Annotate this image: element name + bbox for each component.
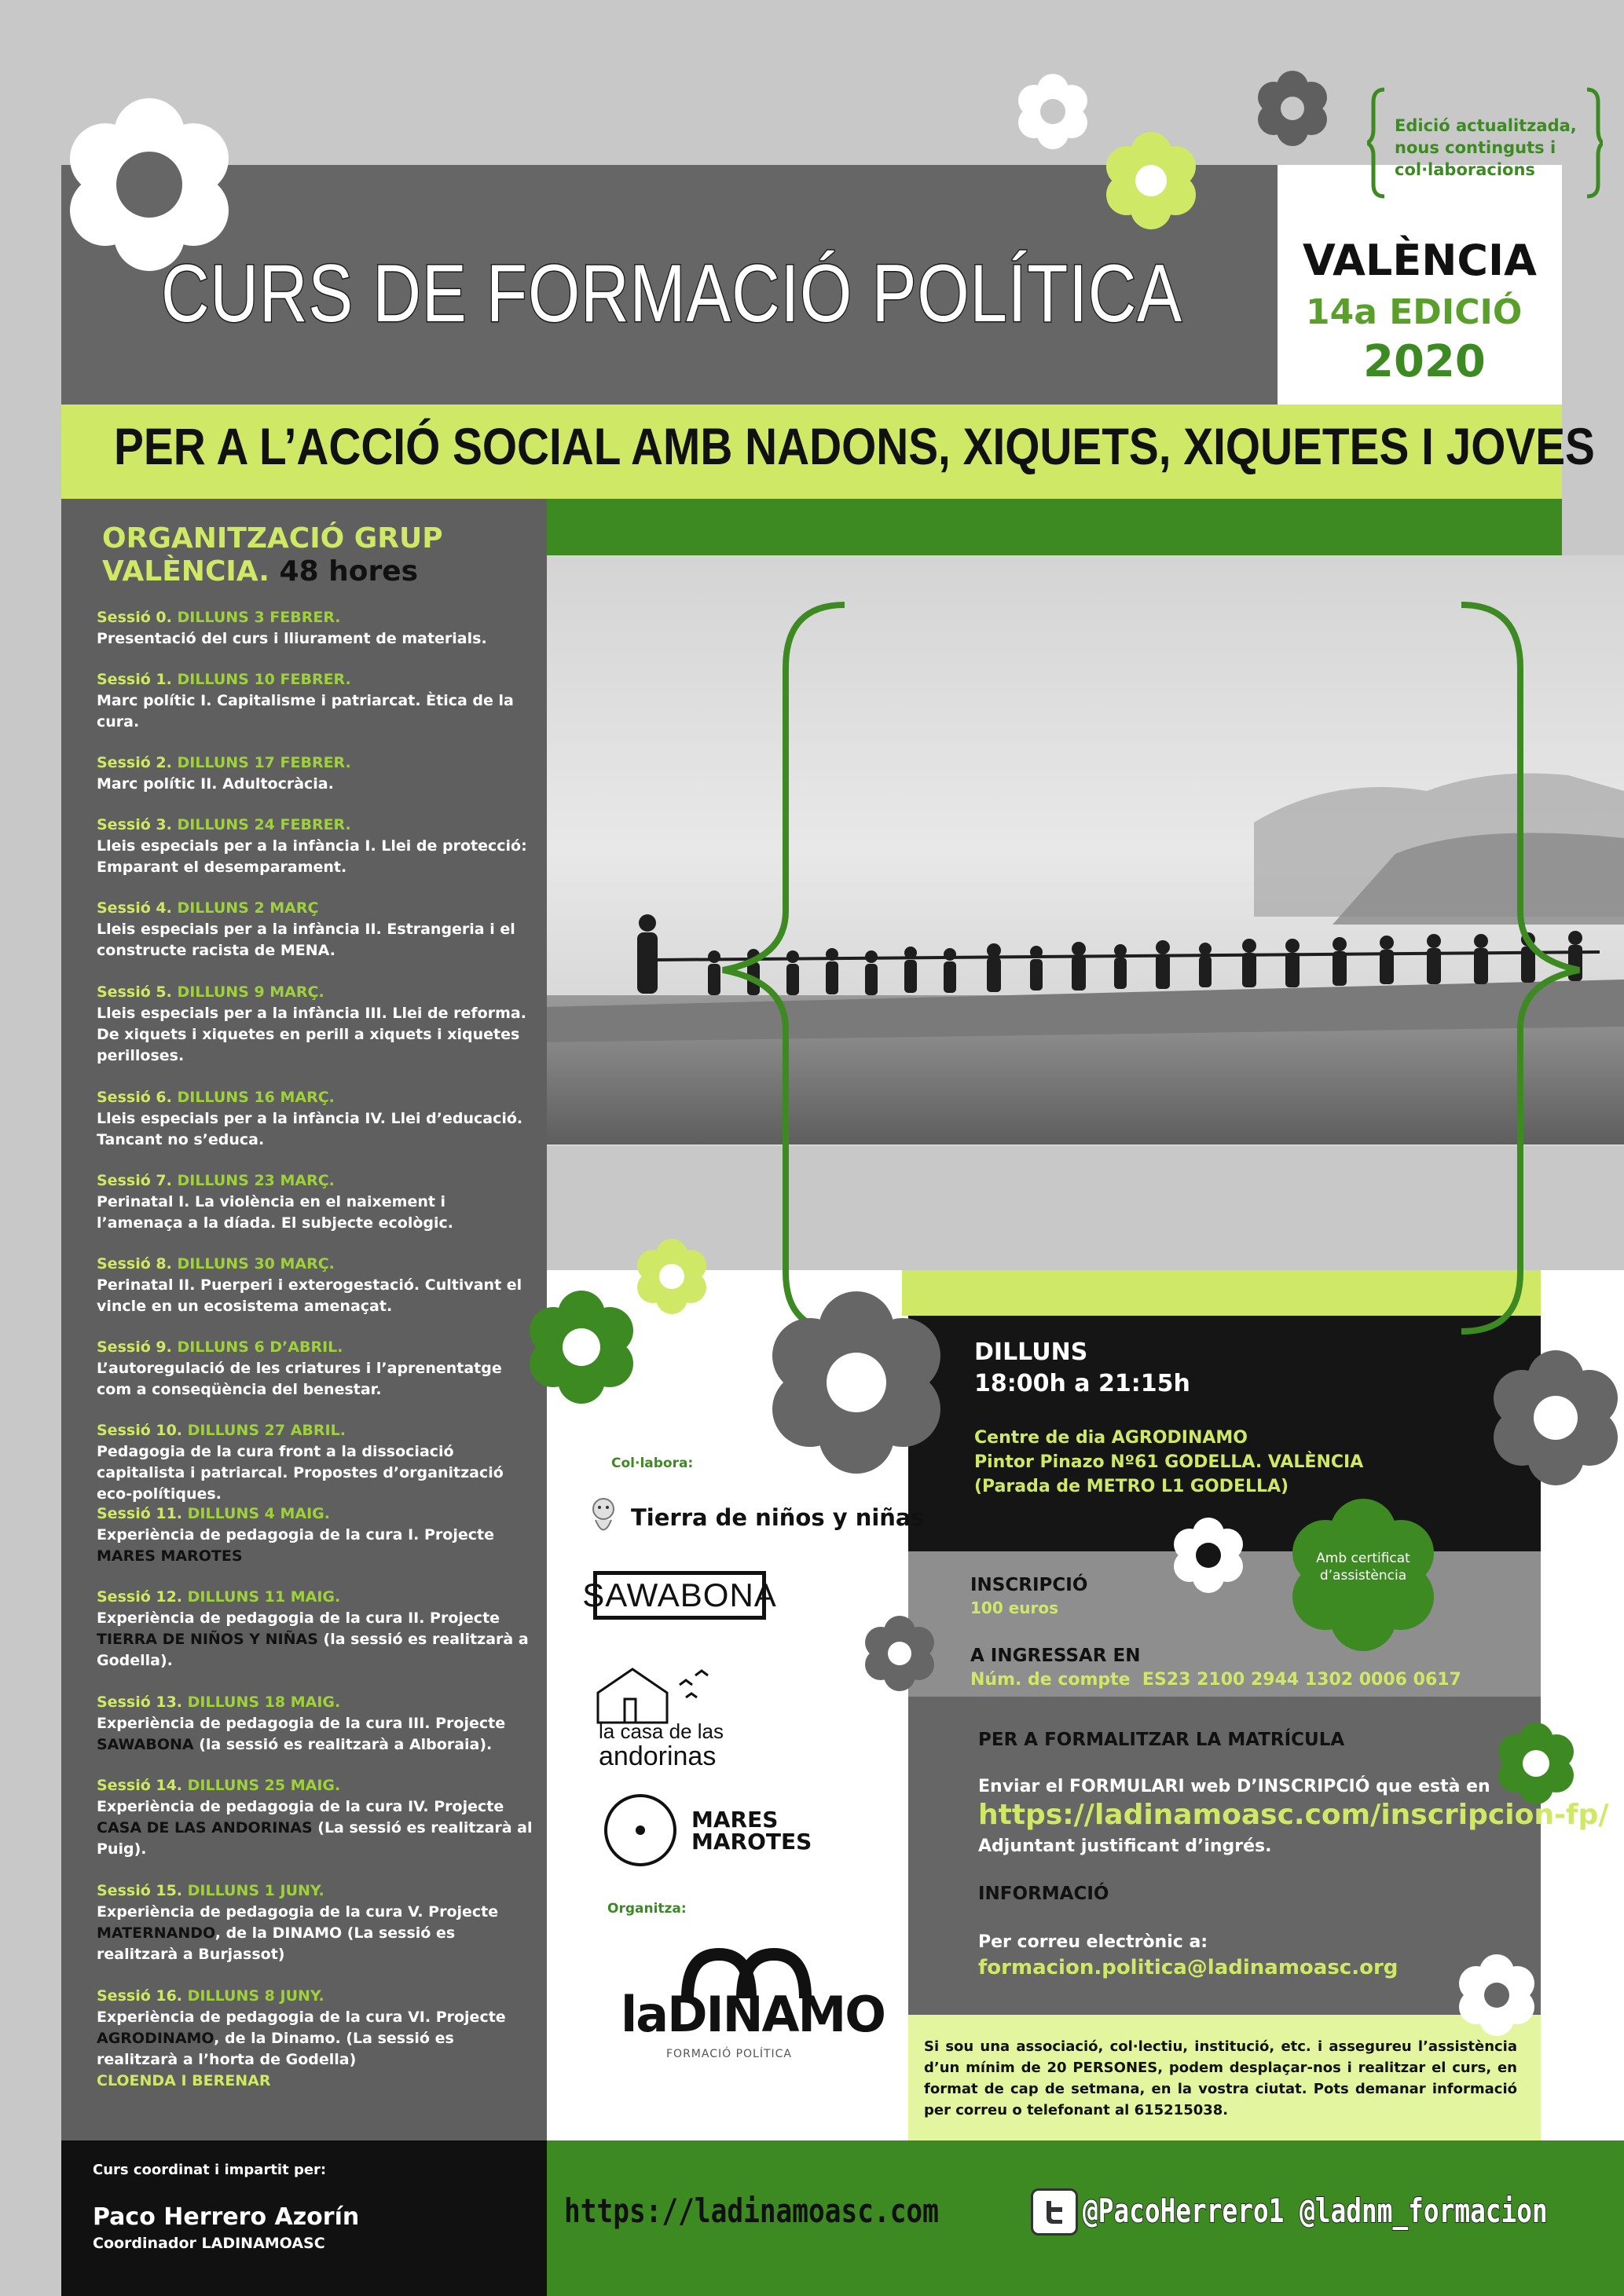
- flower-icon: [1493, 1720, 1579, 1807]
- session-1: Sessió 1. DILLUNS 10 FEBRER. Marc polític I. Capitalisme i patriarcat. Ètica de la cura.: [97, 671, 514, 731]
- flower-icon: [522, 1288, 640, 1406]
- flower-icon: [860, 1614, 939, 1693]
- dinamo-logo-subtitle: FORMACIÓ POLÍTICA: [666, 2048, 793, 2060]
- certificate-label: Amb certificat d’assistència: [1316, 1551, 1410, 1584]
- collabora-label: Col·labora:: [611, 1456, 694, 1471]
- session-16: Sessió 16. DILLUNS 8 JUNY. Experiència de pedagogia de la cura VI. Projecte AGRODINAMO, de la Dinamo. (La sessió es realitzarà a l’horta de Godella) CLOENDA I BERENAR: [97, 1987, 506, 2089]
- info-heading: INFORMACIÓ: [978, 1884, 1109, 1904]
- mares-logo-icon: [601, 1791, 680, 1869]
- update-note: Edició actualitzada, nous continguts i col·laboracions: [1395, 116, 1577, 179]
- twitter-icon[interactable]: [1031, 2188, 1078, 2236]
- organitza-label: Organitza:: [607, 1901, 687, 1917]
- schedule-time: DILLUNS 18:00h a 21:15h: [974, 1338, 1190, 1397]
- session-3: Sessió 3. DILLUNS 24 FEBRER. Lleis especials per a la infància I. Llei de protecció: Emparant el desemparament.: [97, 816, 527, 876]
- coordinator-role: Coordinador LADINAMOASC: [93, 2235, 325, 2252]
- sidebar-heading: ORGANITZACIÓ GRUP VALÈNCIA. 48 hores: [102, 522, 443, 588]
- edition-label: 14a EDICIÓ: [1306, 292, 1523, 332]
- sawabona-logo: SAWABONA: [593, 1571, 766, 1620]
- coordinator-name: Paco Herrero Azorín: [93, 2203, 360, 2231]
- green-strip: [547, 499, 1562, 555]
- contact-email[interactable]: formacion.politica@ladinamoasc.org: [978, 1956, 1399, 1979]
- registration-instructions: Enviar el FORMULARI web D’INSCRIPCIÓ que està en: [978, 1777, 1490, 1796]
- session-8: Sessió 8. DILLUNS 30 MARÇ. Perinatal II. Puerperi i exterogestació. Cultivant el vincle en un ecosistema amenaçat.: [97, 1255, 522, 1315]
- session-5: Sessió 5. DILLUNS 9 MARÇ. Lleis especials per a la infància III. Llei de reforma. De xiquets i xiquetes en perill a xiquets i xiquetes perilloses.: [97, 983, 526, 1064]
- session-6: Sessió 6. DILLUNS 16 MARÇ. Lleis especials per a la infància IV. Llei d’educació. Tancant no s’educa.: [97, 1089, 523, 1148]
- venue: Centre de dia AGRODINAMO Pintor Pinazo Nº61 GODELLA. VALÈNCIA (Parada de METRO L1 GODELLA): [974, 1428, 1364, 1496]
- brace-decoration: [691, 597, 1595, 1343]
- mares-logo-text: MARES MAROTES: [691, 1807, 812, 1855]
- flower-icon: [632, 1237, 711, 1316]
- tierra-logo-text: Tierra de niños y niñas: [631, 1504, 925, 1531]
- course-title: CURS DE FORMACIÓ POLÍTICA: [161, 248, 1182, 339]
- casa-logo-text: la casa de las andorinas: [599, 1719, 724, 1771]
- casa-logo-icon: [593, 1661, 719, 1724]
- session-12: Sessió 12. DILLUNS 11 MAIG. Experiència de pedagogia de la cura II. Projecte TIERRA DE NIÑOS Y NIÑAS (la sessió es realitzarà a Godella).: [97, 1588, 529, 1669]
- flower-icon: [1253, 69, 1332, 148]
- registration-note: Adjuntant justificant d’ingrés.: [978, 1836, 1272, 1856]
- bank-account: Núm. de compte ES23 2100 2944 1302 0006 0617: [970, 1670, 1461, 1690]
- ingressar-label: A INGRESSAR EN: [970, 1646, 1141, 1666]
- session-0: Sessió 0. DILLUNS 3 FEBRER. Presentació del curs i lliurament de materials.: [97, 609, 487, 647]
- group-note: Si sou una associació, col·lectiu, institució, etc. i assegureu l’assistència d’un mínim de 20 PERSONES, podem desplaçar-nos i realitzar el curs, en format de cap de setmana, en la vostra ciutat. Pots demanar informació per correu o telefonant al 615215038.: [924, 2038, 1517, 2118]
- session-11: Sessió 11. DILLUNS 4 MAIG. Experiència de pedagogia de la cura I. Projecte MARES MAROTES: [97, 1505, 494, 1565]
- session-13: Sessió 13. DILLUNS 18 MAIG. Experiència de pedagogia de la cura III. Projecte SAWABONA (la sessió es realitzarà a Alboraia).: [97, 1694, 506, 1753]
- email-label: Per correu electrònic a:: [978, 1932, 1208, 1952]
- session-15: Sessió 15. DILLUNS 1 JUNY. Experiència de pedagogia de la cura V. Projecte MATERNANDO, de la DINAMO (La sessió es realitzarà a Burjassot): [97, 1882, 499, 1963]
- social-handles[interactable]: @PacoHerrero1 @ladnm_formacion: [1083, 2192, 1548, 2230]
- flower-icon: [1454, 1952, 1540, 2038]
- session-2: Sessió 2. DILLUNS 17 FEBRER. Marc polític II. Adultocràcia.: [97, 754, 351, 793]
- flower-icon: [1169, 1516, 1248, 1595]
- session-7: Sessió 7. DILLUNS 23 MARÇ. Perinatal I. La violència en el naixement i l’amenaça a la díada. El subjecte ecològic.: [97, 1172, 454, 1232]
- flower-icon: [762, 1288, 951, 1477]
- tierra-logo-icon: [588, 1496, 619, 1540]
- session-10: Sessió 10. DILLUNS 27 ABRIL. Pedagogia de la cura front a la dissociació capitalista i patriarcal. Propostes d’organització eco-polítiques.: [97, 1422, 504, 1503]
- price: 100 euros: [970, 1598, 1059, 1617]
- dinamo-logo-text: laDINAMO: [621, 1986, 885, 2043]
- registration-url[interactable]: https://ladinamoasc.com/inscripcion-fp/: [978, 1799, 1609, 1831]
- flower-icon: [1100, 130, 1202, 232]
- year-label: 2020: [1363, 336, 1486, 387]
- course-subtitle: PER A L’ACCIÓ SOCIAL AMB NADONS, XIQUETS, XIQUETES I JOVES: [114, 417, 1595, 475]
- session-9: Sessió 9. DILLUNS 6 D’ABRIL. L’autoregulació de les criatures i l’aprenentatge com a conseqüència del benestar.: [97, 1338, 502, 1398]
- registration-heading: PER A FORMALITZAR LA MATRÍCULA: [978, 1730, 1345, 1750]
- inscripcio-label: INSCRIPCIÓ: [970, 1575, 1088, 1595]
- flower-icon: [1014, 72, 1092, 151]
- session-4: Sessió 4. DILLUNS 2 MARÇ Lleis especials per a la infància II. Estrangeria i el constructe racista de MENA.: [97, 899, 515, 959]
- website-link[interactable]: https://ladinamoasc.com: [564, 2192, 939, 2230]
- city-label: VALÈNCIA: [1303, 236, 1537, 285]
- session-14: Sessió 14. DILLUNS 25 MAIG. Experiència de pedagogia de la cura IV. Projecte CASA DE LAS ANDORINAS (La sessió es realitzarà al Puig).: [97, 1777, 533, 1858]
- coordinator-label: Curs coordinat i impartit per:: [93, 2162, 327, 2178]
- flower-icon: [1485, 1347, 1624, 1489]
